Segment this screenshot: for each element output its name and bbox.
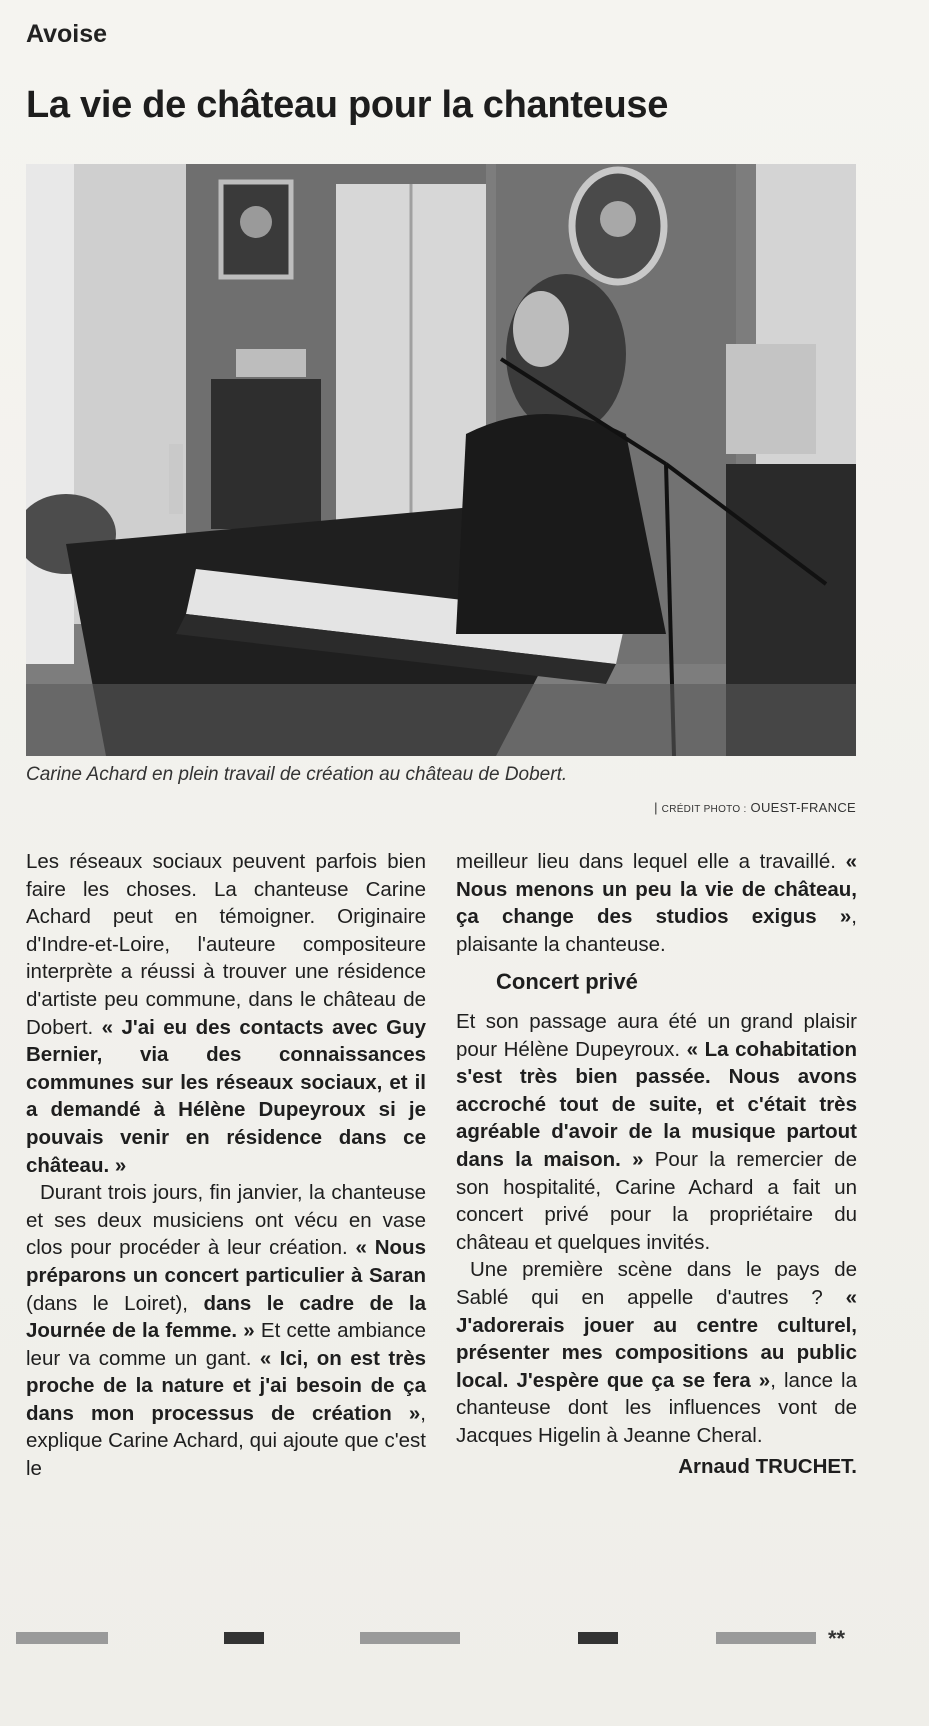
body-text: (dans le Loiret), (26, 1291, 204, 1315)
footer-rule (716, 1632, 816, 1644)
quote-text: « Nous préparons un concert particulier à Saran (26, 1236, 426, 1287)
footer-stars: ** (828, 1626, 846, 1651)
article-column-left (26, 848, 426, 1483)
body-text: Et cette ambiance leur va comme un gant. (26, 1319, 426, 1370)
section-label: Avoise (26, 20, 108, 48)
article-photo (26, 164, 856, 756)
quote-text: « La cohabitation s'est très bien passée. Nous avons accroché tout de suite, et c'était très agréable d'avoir de la musique partout dans la maison. » (456, 1037, 857, 1171)
photo-credit (654, 800, 856, 815)
credit-source: OUEST-FRANCE (750, 800, 856, 815)
paragraph (26, 848, 426, 1179)
photo-illustration (26, 164, 856, 756)
quote-text: « Ici, on est très proche de la nature et j'ai besoin de ça dans mon processus de création » (26, 1346, 426, 1425)
credit-label: CRÉDIT PHOTO : (661, 804, 747, 815)
article-column-right (456, 848, 857, 1481)
quote-text: dans le cadre de la Journée de la femme. » (26, 1291, 427, 1343)
quote-text: « J'adorerais jouer au centre culturel, présenter mes compositions au public local. J'espère que ça se fera » (456, 1285, 857, 1392)
footer-rule (224, 1632, 264, 1644)
body-text: meilleur lieu dans lequel elle a travaillé. (456, 850, 846, 873)
paragraph (456, 1008, 857, 1256)
article-headline: La vie de château pour la chanteuse (26, 84, 669, 126)
body-text: Les réseaux sociaux peuvent parfois bien faire les choses. La chanteuse Carine Achard peut en témoigner. Originaire d'Indre-et-Loire, l'auteure compositeure interprète a réussi à trouver une résidence d'artiste peu commune, dans le château de Dobert. (26, 850, 426, 1039)
credit-separator: | (654, 800, 662, 815)
photo-caption: Carine Achard en plein travail de création au château de Dobert. (26, 764, 568, 785)
body-text: Pour la remercier de son hospitalité, Carine Achard a fait un concert privé pour la propriétaire du château et quelques invités. (456, 1147, 857, 1254)
body-text: , explique Carine Achard, qui ajoute que c'est le (26, 1401, 426, 1481)
paragraph (456, 848, 857, 958)
body-text: Et son passage aura été un grand plaisir pour Hélène Dupeyroux. (456, 1009, 857, 1061)
body-text: Durant trois jours, fin janvier, la chanteuse et ses deux musiciens ont vécu en vase clos pour procéder à leur création. (26, 1181, 426, 1260)
author-signature: Arnaud TRUCHET. (678, 1455, 857, 1479)
body-text: Une première scène dans le pays de Sablé qui en appelle d'autres ? (456, 1258, 857, 1309)
footer-rule (16, 1632, 108, 1644)
footer-rule (578, 1632, 618, 1644)
body-text: , lance la chanteuse dont les influences vont de Jacques Higelin à Jeanne Cheral. (456, 1368, 857, 1447)
footer-rule (360, 1632, 460, 1644)
paragraph (26, 1179, 426, 1483)
paragraph (456, 1256, 857, 1449)
quote-text: « Nous menons un peu la vie de château, ça change des studios exigus » (456, 850, 857, 929)
quote-text: « J'ai eu des contacts avec Guy Bernier, via des connaissances communes sur les réseaux sociaux, et il a demandé à Hélène Dupeyroux si je pouvais venir en résidence dans ce château. » (26, 1015, 426, 1177)
subheading: Concert privé (496, 969, 638, 995)
body-text: , plaisante la chanteuse. (456, 905, 857, 956)
